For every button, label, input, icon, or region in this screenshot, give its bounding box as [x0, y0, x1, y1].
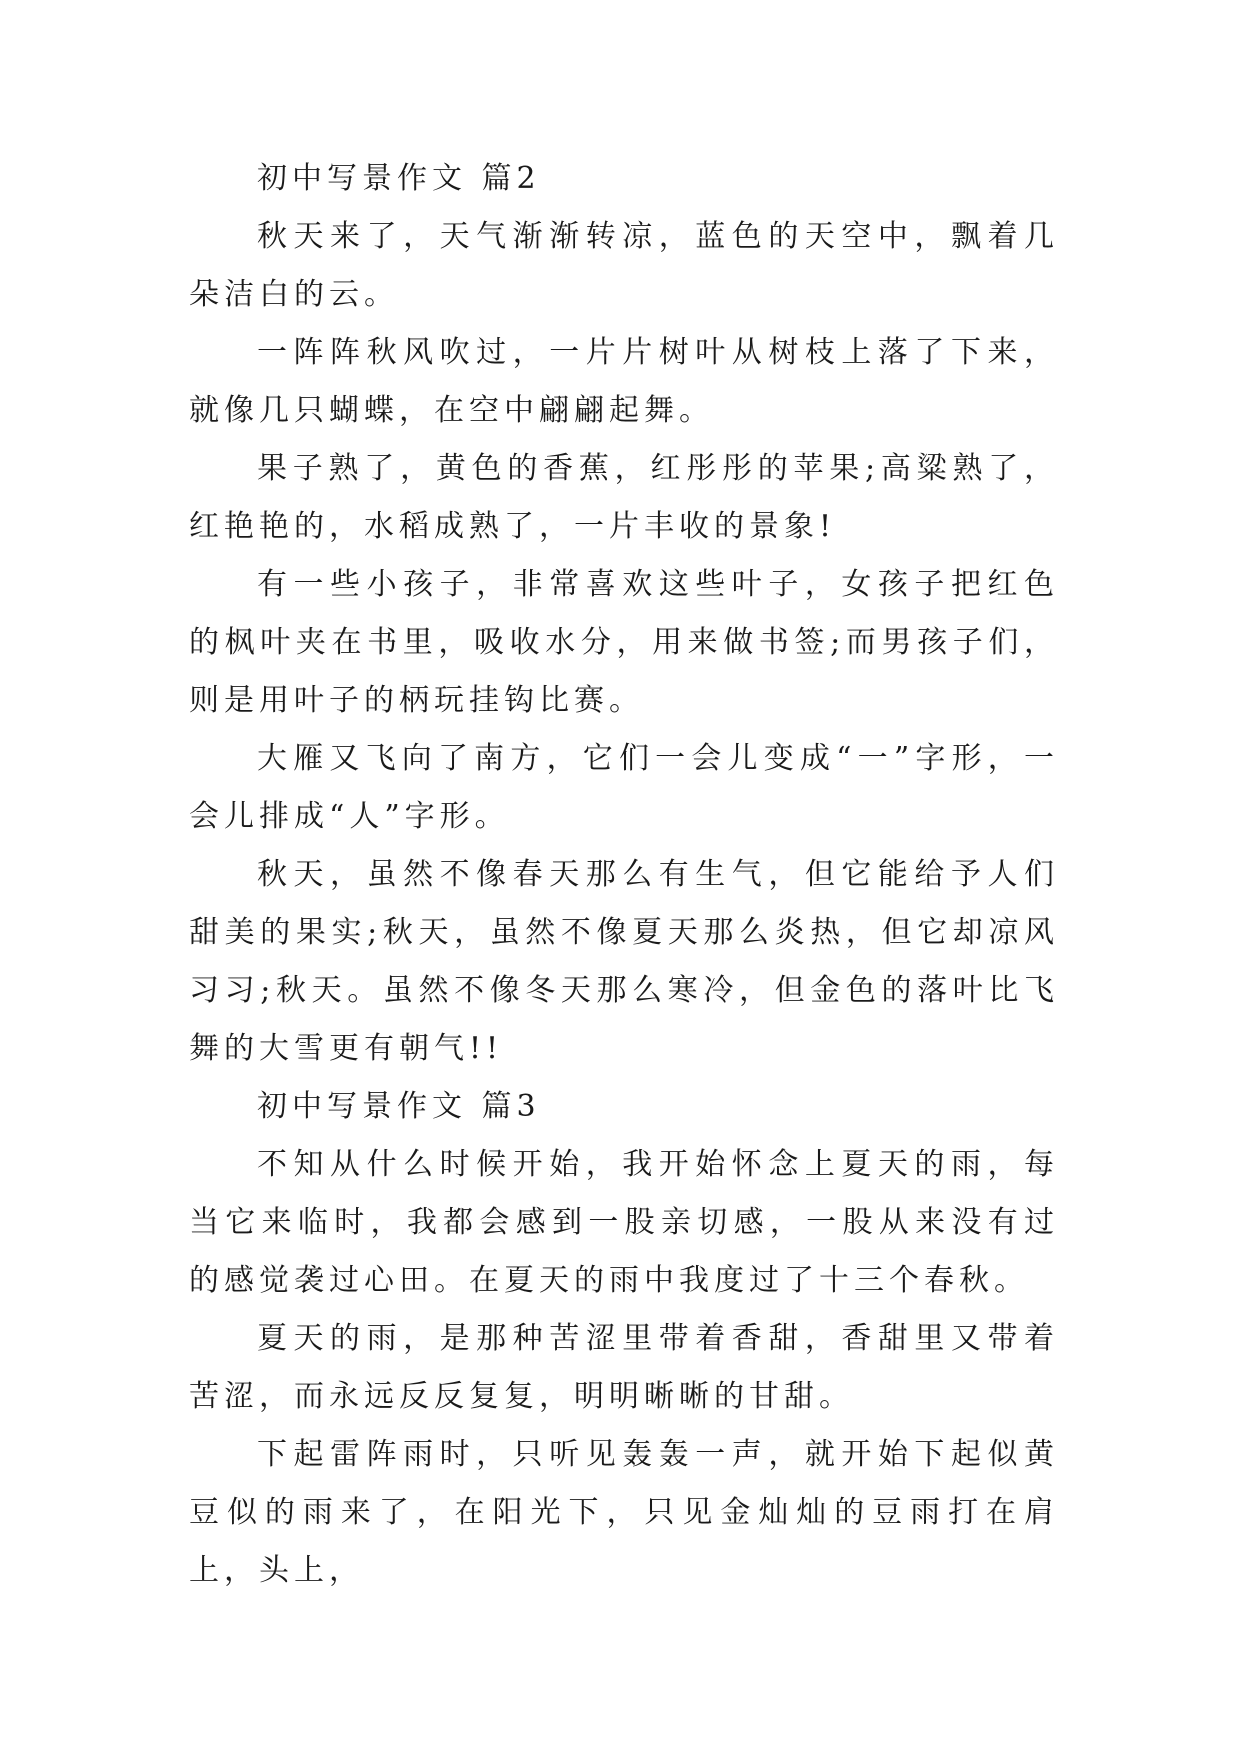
section-heading: 初中写景作文 篇2 — [257, 161, 541, 196]
paragraph: 秋天来了，天气渐渐转凉，蓝色的天空中，飘着几朵洁白的云。 — [189, 219, 1059, 312]
section-heading: 初中写景作文 篇3 — [257, 1089, 541, 1124]
paragraph: 有一些小孩子，非常喜欢这些叶子，女孩子把红色的枫叶夹在书里，吸收水分，用来做书签;而男孩子们，则是用叶子的柄玩挂钩比赛。 — [189, 567, 1059, 718]
document-body — [189, 150, 1059, 1600]
paragraph: 果子熟了，黄色的香蕉，红彤彤的苹果;高粱熟了，红艳艳的，水稻成熟了，一片丰收的景象! — [189, 451, 1059, 544]
paragraph: 秋天，虽然不像春天那么有生气，但它能给予人们甜美的果实;秋天，虽然不像夏天那么炎热，但它却凉风习习;秋天。虽然不像冬天那么寒冷，但金色的落叶比飞舞的大雪更有朝气!! — [189, 857, 1059, 1066]
paragraph: 不知从什么时候开始，我开始怀念上夏天的雨，每当它来临时，我都会感到一股亲切感，一股从来没有过的感觉袭过心田。在夏天的雨中我度过了十三个春秋。 — [189, 1147, 1059, 1298]
paragraph: 一阵阵秋风吹过，一片片树叶从树枝上落了下来，就像几只蝴蝶，在空中翩翩起舞。 — [189, 335, 1059, 428]
paragraph: 下起雷阵雨时，只听见轰轰一声，就开始下起似黄豆似的雨来了，在阳光下，只见金灿灿的豆雨打在肩上，头上， — [189, 1437, 1059, 1588]
paragraph: 夏天的雨，是那种苦涩里带着香甜，香甜里又带着苦涩，而永远反反复复，明明晰晰的甘甜。 — [189, 1321, 1059, 1414]
paragraph: 大雁又飞向了南方，它们一会儿变成“一”字形，一会儿排成“人”字形。 — [189, 741, 1059, 834]
